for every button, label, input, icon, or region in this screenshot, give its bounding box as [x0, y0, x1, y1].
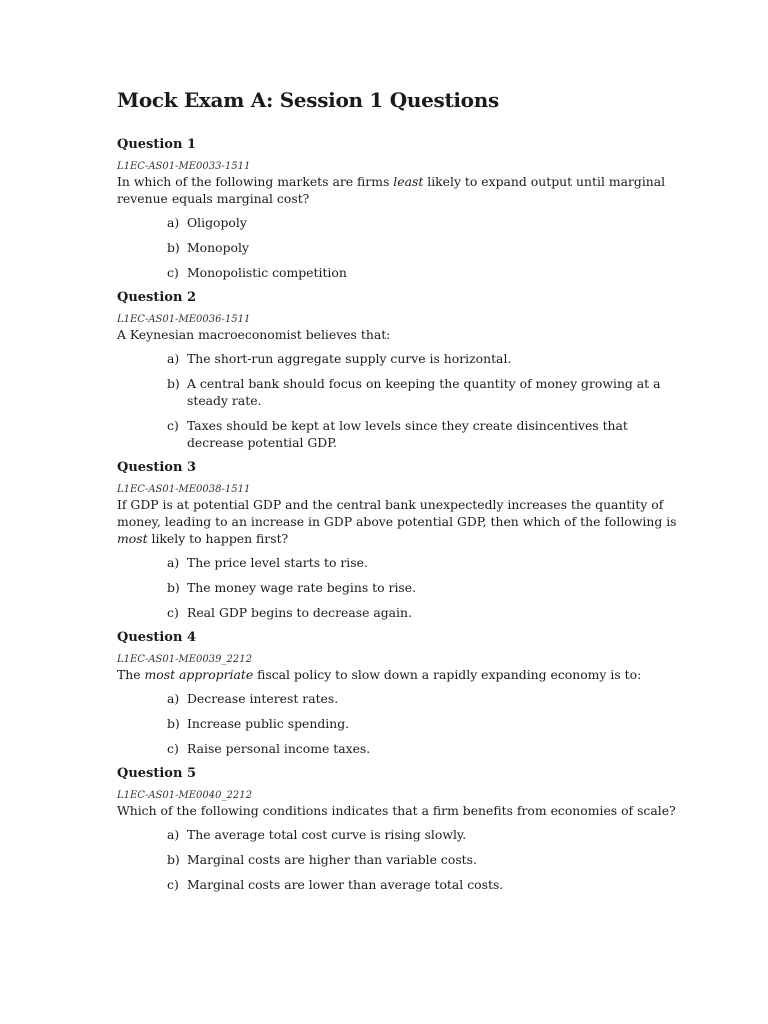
question-text-part: likely to happen first?: [147, 531, 289, 546]
question-code: L1EC-AS01-ME0033-1511: [117, 161, 251, 172]
option-b: [167, 851, 677, 868]
option-text: The price level starts to rise.: [187, 555, 368, 570]
option-letter: c): [167, 741, 179, 756]
option-text: Monopoly: [187, 240, 249, 255]
option-list: [117, 554, 677, 621]
option-letter: b): [167, 716, 180, 731]
question-text-part: Which of the following conditions indicates that a firm benefits from economies of scale?: [117, 803, 676, 818]
question-text: [117, 496, 677, 547]
option-letter: c): [167, 877, 179, 892]
question-text-emphasis: least: [393, 174, 424, 189]
option-text: Decrease interest rates.: [187, 691, 339, 706]
option-c: [167, 876, 677, 893]
option-list: [117, 690, 677, 757]
question-text-emphasis: most: [117, 531, 148, 546]
question-text-part: fiscal policy to slow down a rapidly expanding economy is to:: [253, 667, 642, 682]
option-text: The average total cost curve is rising slowly.: [187, 827, 467, 842]
option-text: A central bank should focus on keeping the quantity of money growing at a steady rate.: [187, 376, 661, 408]
question-label: Question 2: [117, 290, 197, 305]
option-a: [167, 826, 677, 843]
option-b: [167, 715, 677, 732]
question-text-emphasis: most appropriate: [144, 667, 254, 682]
option-c: [167, 417, 677, 451]
option-a: [167, 214, 677, 231]
question-text-part: If GDP is at potential GDP and the central bank unexpectedly increases the quantity of money, leading to an increase in GDP above potential GDP, then which of the following is: [117, 497, 677, 529]
question-text-part: likely to expand output until marginal revenue equals marginal cost?: [117, 174, 666, 206]
question-text-part: The: [117, 667, 145, 682]
option-letter: c): [167, 605, 179, 620]
option-b: [167, 239, 677, 256]
question-code: L1EC-AS01-ME0040_2212: [117, 790, 252, 801]
option-list: [117, 214, 677, 281]
option-c: [167, 740, 677, 757]
option-c: [167, 604, 677, 621]
option-text: Marginal costs are lower than average total costs.: [187, 877, 504, 892]
option-text: The money wage rate begins to rise.: [187, 580, 417, 595]
option-text: Taxes should be kept at low levels since they create disincentives that decrease potential GDP.: [187, 418, 628, 450]
option-a: [167, 554, 677, 571]
option-letter: c): [167, 265, 179, 280]
option-letter: a): [167, 691, 180, 706]
question-text: [117, 326, 677, 343]
question-label: Question 3: [117, 460, 197, 475]
question-text: [117, 666, 677, 683]
option-letter: a): [167, 351, 180, 366]
question-code: L1EC-AS01-ME0039_2212: [117, 654, 252, 665]
option-text: The short-run aggregate supply curve is horizontal.: [187, 351, 512, 366]
option-b: [167, 579, 677, 596]
question-3: [117, 459, 677, 621]
option-letter: a): [167, 555, 180, 570]
option-letter: b): [167, 580, 180, 595]
question-text-part: In which of the following markets are firms: [117, 174, 394, 189]
exam-page: [117, 86, 677, 901]
option-a: [167, 690, 677, 707]
option-text: Increase public spending.: [187, 716, 350, 731]
option-b: [167, 375, 677, 409]
question-label: Question 5: [117, 766, 197, 781]
option-text: Oligopoly: [187, 215, 247, 230]
option-a: [167, 350, 677, 367]
option-list: [117, 350, 677, 451]
option-list: [117, 826, 677, 893]
question-code: L1EC-AS01-ME0036-1511: [117, 314, 251, 325]
option-text: Marginal costs are higher than variable costs.: [187, 852, 477, 867]
option-letter: a): [167, 215, 180, 230]
page-title: Mock Exam A: Session 1 Questions: [117, 88, 499, 112]
question-text: [117, 802, 677, 819]
question-code: L1EC-AS01-ME0038-1511: [117, 484, 251, 495]
option-text: Raise personal income taxes.: [187, 741, 371, 756]
option-letter: b): [167, 240, 180, 255]
question-text-part: A Keynesian macroeconomist believes that:: [117, 327, 391, 342]
question-label: Question 4: [117, 630, 197, 645]
question-4: [117, 629, 677, 757]
question-1: [117, 136, 677, 281]
question-2: [117, 289, 677, 451]
question-text: [117, 173, 677, 207]
option-letter: b): [167, 852, 180, 867]
question-5: [117, 765, 677, 893]
option-c: [167, 264, 677, 281]
option-letter: b): [167, 376, 180, 391]
option-letter: c): [167, 418, 179, 433]
option-text: Real GDP begins to decrease again.: [187, 605, 412, 620]
option-text: Monopolistic competition: [187, 265, 347, 280]
question-label: Question 1: [117, 137, 197, 152]
option-letter: a): [167, 827, 180, 842]
